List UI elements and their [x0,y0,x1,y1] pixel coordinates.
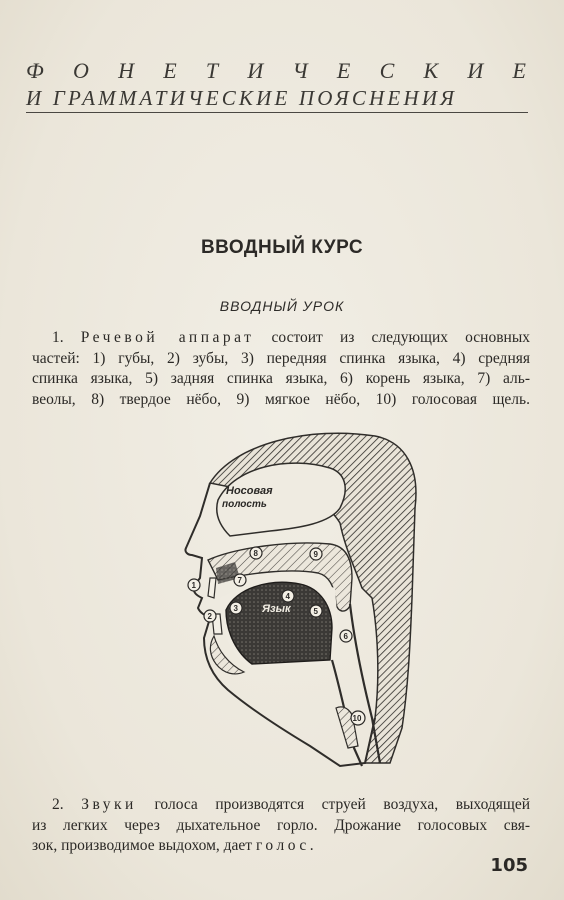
paragraph-text: голоса производятся струей воздуха, выходящей [154,796,531,813]
marker-10 [351,711,365,725]
chapter-header-line2: И ГРАММАТИЧЕСКИЕ ПОЯСНЕНИЯ [26,86,458,110]
speech-apparatus-diagram [140,428,440,773]
speech-apparatus-figure [140,428,440,773]
marker-8 [250,547,262,559]
paragraph-line: из легких через дыхательное горло. Дрожание голосовых свя- [32,816,530,834]
svg-text:9: 9 [313,550,318,559]
paragraph-1 [32,328,530,410]
header-letter: Н [118,58,134,83]
spaced-term: Речевой аппарат [80,329,255,346]
marker-3 [230,602,242,614]
header-letter: Ф [26,58,44,83]
nasal-cavity-label-2: полость [222,499,267,510]
paragraph-text: состоит из следующих основных [271,329,530,346]
chapter-header [26,58,536,110]
section-title: ВВОДНЫЙ КУРС [200,237,364,258]
svg-text:1: 1 [191,581,196,590]
paragraph-number: 1. [52,329,64,346]
header-letter: К [423,58,439,83]
header-letter: Т [205,58,219,83]
svg-text:6: 6 [343,632,348,641]
svg-text:2: 2 [207,612,212,621]
header-letter: Ч [292,58,308,83]
header-divider [26,112,528,113]
nasal-cavity-label-1: Носовая [226,485,273,497]
tongue-label: Язык [262,603,291,615]
svg-text:8: 8 [253,549,258,558]
svg-text:4: 4 [285,592,290,601]
marker-2 [204,610,216,622]
paragraph-line: частей: 1) губы, 2) зубы, 3) передняя спинка языка, 4) средняя [32,349,530,367]
paragraph-text: зок, производимое выдохом, дает [32,837,253,854]
paragraph-line: веолы, 8) твердое нёбо, 9) мягкое нёбо, 10) голосовая щель. [32,390,530,408]
paragraph-line [32,836,530,857]
marker-5 [310,605,322,617]
paragraph-2 [32,795,530,857]
lesson-title: ВВОДНЫЙ УРОК [219,298,345,314]
header-letter: С [379,58,395,83]
svg-text:3: 3 [233,604,238,613]
marker-7 [234,574,246,586]
paragraph-line [32,328,530,349]
header-letter: О [72,58,89,83]
page-number: 105 [490,855,528,876]
header-letter: Е [512,58,526,83]
svg-text:5: 5 [313,607,318,616]
paragraph-number: 2. [52,796,64,813]
header-letter: И [467,58,484,83]
header-letter: Е [336,58,351,83]
paragraph-line [32,795,530,816]
upper-teeth [208,578,216,598]
marker-1 [188,579,200,591]
header-letter: Е [163,58,177,83]
chapter-header-line1 [26,58,526,84]
marker-4 [282,590,294,602]
header-letter: И [247,58,264,83]
svg-text:10: 10 [352,714,362,723]
marker-6 [340,630,352,642]
marker-9 [310,548,322,560]
svg-text:7: 7 [237,576,242,585]
paragraph-line: спинка языка, 5) задняя спинка языка, 6) корень языка, 7) аль- [32,370,530,387]
tongue [226,582,332,664]
spaced-term: Звуки [81,796,137,813]
spaced-term: голос. [255,837,318,854]
